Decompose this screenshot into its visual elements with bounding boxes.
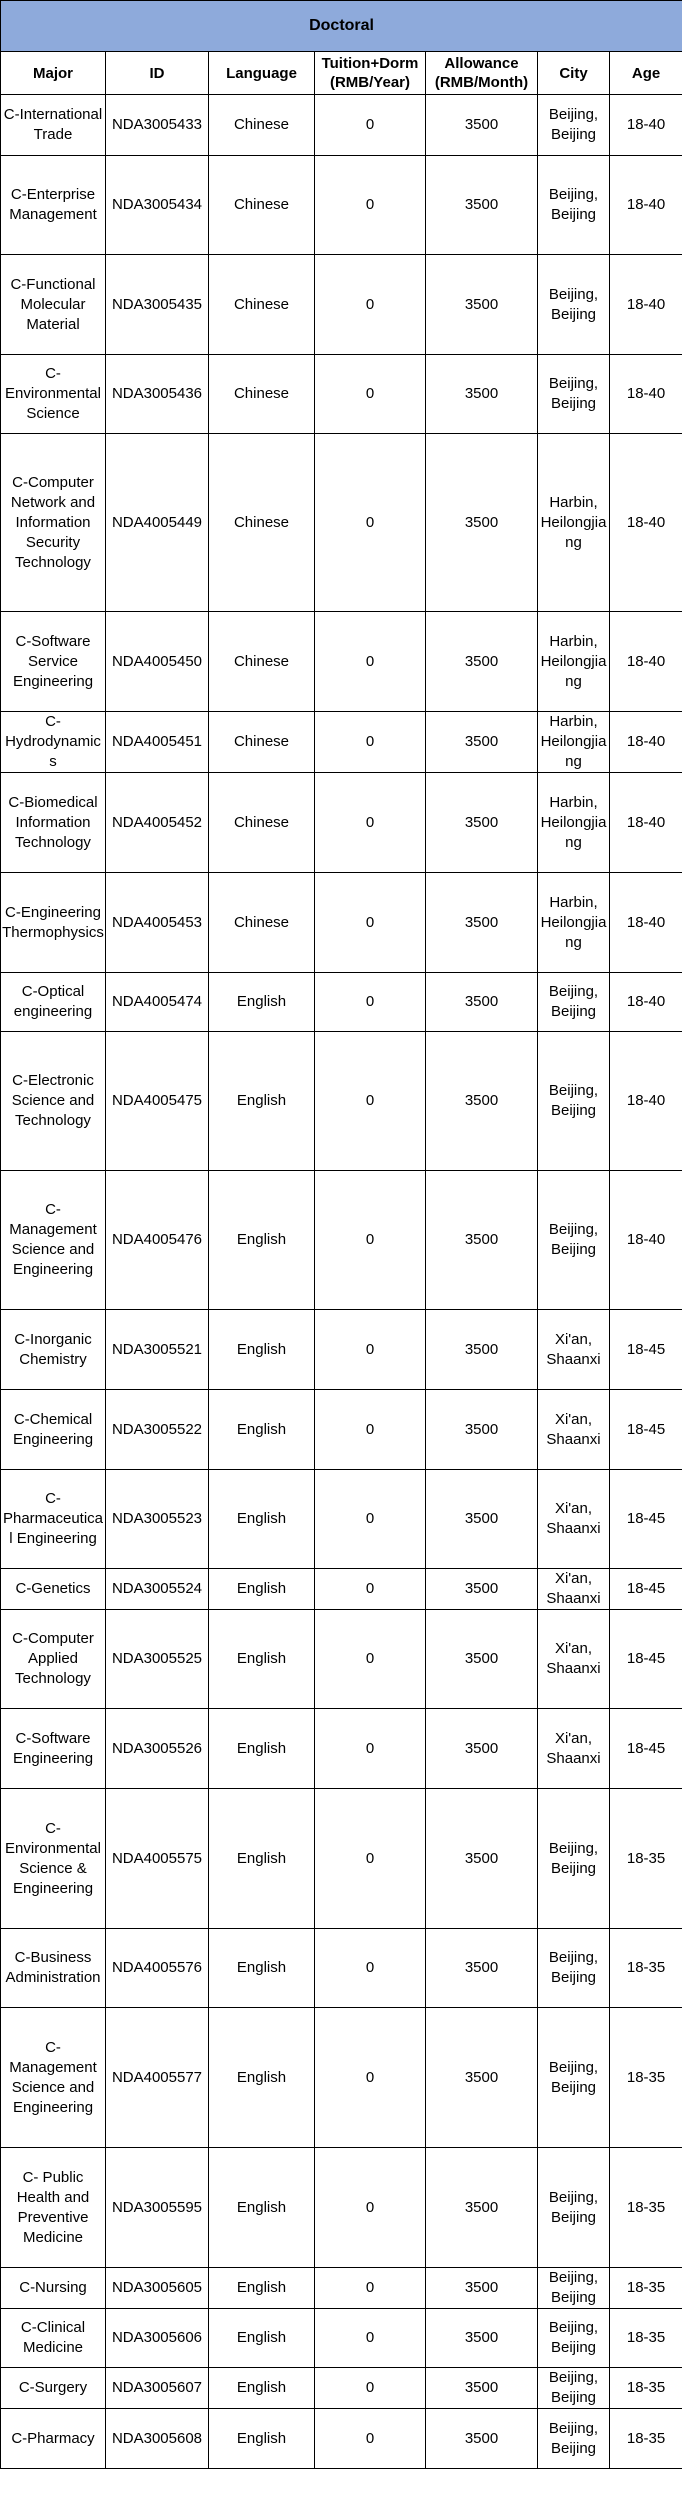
cell-age: 18-40 [610,973,682,1032]
cell-language: English [209,2268,315,2309]
header-tuition: Tuition+Dorm (RMB/Year) [315,52,426,95]
cell-city: Beijing, Beijing [538,156,610,255]
table-row [1,355,682,434]
cell-language: English [209,2409,315,2469]
cell-id: NDA3005606 [106,2309,209,2368]
cell-id: NDA3005607 [106,2368,209,2409]
cell-age: 18-40 [610,773,682,873]
cell-tuition: 0 [315,2008,426,2148]
cell-major: C-Inorganic Chemistry [1,1310,106,1390]
cell-major: C-Environmental Science & Engineering [1,1789,106,1929]
table-row [1,1709,682,1789]
cell-tuition: 0 [315,1610,426,1709]
cell-language: English [209,2148,315,2268]
table-body [1,95,682,2469]
cell-age: 18-45 [610,1310,682,1390]
cell-language: English [209,1390,315,1470]
cell-tuition: 0 [315,973,426,1032]
header-allowance: Allowance (RMB/Month) [426,52,538,95]
cell-allowance: 3500 [426,156,538,255]
table-row [1,1569,682,1610]
cell-city: Beijing, Beijing [538,1929,610,2008]
cell-language: Chinese [209,156,315,255]
cell-id: NDA3005525 [106,1610,209,1709]
cell-id: NDA4005453 [106,873,209,973]
cell-language: Chinese [209,873,315,973]
cell-major: C-Management Science and Engineering [1,2008,106,2148]
cell-id: NDA4005450 [106,612,209,712]
cell-age: 18-35 [610,2268,682,2309]
cell-major: C-Chemical Engineering [1,1390,106,1470]
cell-major: C-Genetics [1,1569,106,1610]
cell-id: NDA3005521 [106,1310,209,1390]
cell-major: C-Clinical Medicine [1,2309,106,2368]
cell-id: NDA3005436 [106,355,209,434]
cell-tuition: 0 [315,873,426,973]
cell-id: NDA3005434 [106,156,209,255]
cell-allowance: 3500 [426,712,538,773]
cell-tuition: 0 [315,612,426,712]
cell-id: NDA3005433 [106,95,209,156]
cell-allowance: 3500 [426,773,538,873]
table-row [1,2148,682,2268]
cell-id: NDA4005576 [106,1929,209,2008]
cell-tuition: 0 [315,95,426,156]
cell-allowance: 3500 [426,973,538,1032]
table-row [1,255,682,355]
cell-tuition: 0 [315,355,426,434]
cell-allowance: 3500 [426,612,538,712]
cell-language: English [209,2368,315,2409]
cell-major: C-Environmental Science [1,355,106,434]
cell-id: NDA4005476 [106,1171,209,1310]
table-row [1,95,682,156]
cell-major: C-Pharmacy [1,2409,106,2469]
table-row [1,1789,682,1929]
cell-allowance: 3500 [426,2409,538,2469]
cell-allowance: 3500 [426,2309,538,2368]
table-row [1,1171,682,1310]
cell-tuition: 0 [315,2148,426,2268]
cell-allowance: 3500 [426,1390,538,1470]
cell-id: NDA4005451 [106,712,209,773]
header-id: ID [106,52,209,95]
cell-city: Beijing, Beijing [538,1032,610,1171]
cell-allowance: 3500 [426,1171,538,1310]
cell-city: Xi'an, Shaanxi [538,1310,610,1390]
table-row [1,156,682,255]
cell-allowance: 3500 [426,2008,538,2148]
table-title: Doctoral [1,1,682,52]
cell-city: Harbin, Heilongjiang [538,712,610,773]
cell-age: 18-40 [610,434,682,612]
cell-city: Harbin, Heilongjiang [538,773,610,873]
cell-language: English [209,2309,315,2368]
cell-tuition: 0 [315,1789,426,1929]
cell-language: Chinese [209,773,315,873]
cell-language: English [209,1569,315,1610]
header-language: Language [209,52,315,95]
table-row [1,2268,682,2309]
cell-city: Xi'an, Shaanxi [538,1569,610,1610]
cell-tuition: 0 [315,1171,426,1310]
cell-age: 18-35 [610,1929,682,2008]
cell-language: English [209,1929,315,2008]
cell-id: NDA4005475 [106,1032,209,1171]
table-row [1,434,682,612]
cell-tuition: 0 [315,2309,426,2368]
cell-allowance: 3500 [426,873,538,973]
cell-city: Beijing, Beijing [538,255,610,355]
cell-city: Xi'an, Shaanxi [538,1709,610,1789]
cell-allowance: 3500 [426,1569,538,1610]
table-row [1,1032,682,1171]
cell-tuition: 0 [315,1709,426,1789]
cell-id: NDA3005522 [106,1390,209,1470]
cell-age: 18-40 [610,255,682,355]
cell-major: C-Surgery [1,2368,106,2409]
cell-age: 18-40 [610,1032,682,1171]
cell-id: NDA3005605 [106,2268,209,2309]
cell-language: English [209,1709,315,1789]
cell-age: 18-35 [610,2368,682,2409]
cell-allowance: 3500 [426,2268,538,2309]
cell-tuition: 0 [315,1032,426,1171]
cell-tuition: 0 [315,1390,426,1470]
cell-tuition: 0 [315,434,426,612]
table-row [1,1310,682,1390]
cell-city: Xi'an, Shaanxi [538,1470,610,1569]
cell-tuition: 0 [315,1310,426,1390]
cell-major: C-Nursing [1,2268,106,2309]
cell-language: Chinese [209,712,315,773]
cell-allowance: 3500 [426,1310,538,1390]
header-row [1,52,682,95]
cell-major: C-Functional Molecular Material [1,255,106,355]
cell-major: C-Business Administration [1,1929,106,2008]
cell-id: NDA3005524 [106,1569,209,1610]
cell-language: English [209,973,315,1032]
cell-id: NDA3005526 [106,1709,209,1789]
cell-major: C-Biomedical Information Technology [1,773,106,873]
cell-allowance: 3500 [426,255,538,355]
cell-age: 18-40 [610,712,682,773]
cell-major: C-Hydrodynamics [1,712,106,773]
header-city: City [538,52,610,95]
cell-major: C-Pharmaceutical Engineering [1,1470,106,1569]
cell-major: C-Electronic Science and Technology [1,1032,106,1171]
cell-city: Beijing, Beijing [538,2409,610,2469]
cell-tuition: 0 [315,2268,426,2309]
cell-age: 18-40 [610,612,682,712]
cell-city: Beijing, Beijing [538,2268,610,2309]
cell-tuition: 0 [315,1929,426,2008]
cell-language: English [209,1610,315,1709]
cell-age: 18-35 [610,2409,682,2469]
table-row [1,1470,682,1569]
cell-major: C-Optical engineering [1,973,106,1032]
cell-city: Beijing, Beijing [538,95,610,156]
cell-language: Chinese [209,255,315,355]
table-row [1,2368,682,2409]
cell-major: C-Computer Applied Technology [1,1610,106,1709]
cell-age: 18-40 [610,355,682,434]
cell-city: Xi'an, Shaanxi [538,1610,610,1709]
cell-age: 18-45 [610,1610,682,1709]
cell-id: NDA4005577 [106,2008,209,2148]
cell-age: 18-45 [610,1709,682,1789]
cell-id: NDA4005575 [106,1789,209,1929]
cell-allowance: 3500 [426,1789,538,1929]
table-row [1,2409,682,2469]
table-row [1,1610,682,1709]
cell-city: Harbin, Heilongjiang [538,873,610,973]
table-row [1,1390,682,1470]
cell-city: Beijing, Beijing [538,2008,610,2148]
cell-age: 18-45 [610,1470,682,1569]
cell-city: Beijing, Beijing [538,1171,610,1310]
cell-language: English [209,1032,315,1171]
cell-allowance: 3500 [426,1709,538,1789]
cell-id: NDA4005449 [106,434,209,612]
cell-tuition: 0 [315,1569,426,1610]
cell-age: 18-45 [610,1569,682,1610]
cell-language: Chinese [209,95,315,156]
cell-city: Beijing, Beijing [538,355,610,434]
cell-age: 18-40 [610,95,682,156]
cell-city: Harbin, Heilongjiang [538,612,610,712]
cell-major: C-Software Engineering [1,1709,106,1789]
table-row [1,712,682,773]
cell-tuition: 0 [315,712,426,773]
cell-language: English [209,1310,315,1390]
cell-age: 18-40 [610,873,682,973]
cell-major: C-Management Science and Engineering [1,1171,106,1310]
cell-allowance: 3500 [426,1032,538,1171]
cell-id: NDA3005435 [106,255,209,355]
cell-id: NDA3005608 [106,2409,209,2469]
cell-major: C- Public Health and Preventive Medicine [1,2148,106,2268]
cell-tuition: 0 [315,255,426,355]
table-row [1,2309,682,2368]
table-row [1,1929,682,2008]
cell-allowance: 3500 [426,1610,538,1709]
cell-allowance: 3500 [426,1929,538,2008]
cell-language: Chinese [209,355,315,434]
cell-city: Xi'an, Shaanxi [538,1390,610,1470]
cell-allowance: 3500 [426,2368,538,2409]
table-row [1,2008,682,2148]
cell-city: Harbin, Heilongjiang [538,434,610,612]
cell-age: 18-40 [610,156,682,255]
table-row [1,873,682,973]
cell-allowance: 3500 [426,1470,538,1569]
header-age: Age [610,52,682,95]
cell-id: NDA3005523 [106,1470,209,1569]
cell-language: English [209,1171,315,1310]
cell-city: Beijing, Beijing [538,2309,610,2368]
cell-age: 18-45 [610,1390,682,1470]
header-major: Major [1,52,106,95]
cell-language: English [209,2008,315,2148]
cell-tuition: 0 [315,1470,426,1569]
cell-age: 18-35 [610,2148,682,2268]
cell-language: Chinese [209,612,315,712]
cell-age: 18-35 [610,2309,682,2368]
cell-major: C-Computer Network and Information Security Technology [1,434,106,612]
cell-allowance: 3500 [426,95,538,156]
table-row [1,773,682,873]
cell-city: Beijing, Beijing [538,973,610,1032]
cell-major: C-Enterprise Management [1,156,106,255]
cell-age: 18-35 [610,2008,682,2148]
cell-id: NDA3005595 [106,2148,209,2268]
cell-tuition: 0 [315,2368,426,2409]
cell-tuition: 0 [315,156,426,255]
cell-allowance: 3500 [426,2148,538,2268]
cell-allowance: 3500 [426,434,538,612]
cell-language: Chinese [209,434,315,612]
cell-id: NDA4005452 [106,773,209,873]
cell-city: Beijing, Beijing [538,2368,610,2409]
cell-allowance: 3500 [426,355,538,434]
cell-language: English [209,1470,315,1569]
cell-major: C-Engineering Thermophysics [1,873,106,973]
cell-id: NDA4005474 [106,973,209,1032]
cell-city: Beijing, Beijing [538,2148,610,2268]
cell-age: 18-35 [610,1789,682,1929]
table-row [1,612,682,712]
cell-tuition: 0 [315,773,426,873]
cell-tuition: 0 [315,2409,426,2469]
cell-city: Beijing, Beijing [538,1789,610,1929]
cell-age: 18-40 [610,1171,682,1310]
cell-language: English [209,1789,315,1929]
cell-major: C-Software Service Engineering [1,612,106,712]
table-row [1,973,682,1032]
cell-major: C-International Trade [1,95,106,156]
